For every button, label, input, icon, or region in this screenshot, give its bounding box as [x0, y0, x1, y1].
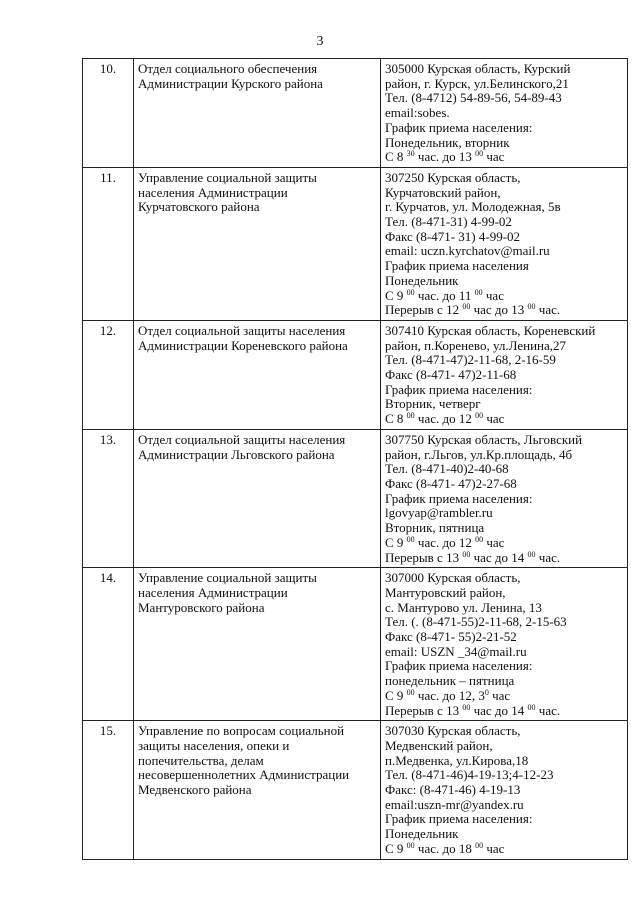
time-minutes-superscript: 00 [527, 702, 536, 712]
contact-text: График приема населения: [385, 381, 533, 397]
contact-info-line [385, 462, 623, 477]
contact-info-cell [381, 568, 628, 721]
contact-text: Тел. (8-471-47)2-11-68, 2-16-59 [385, 352, 556, 368]
contact-text: Факс (8-471- 31) 4-99-02 [385, 228, 521, 244]
contact-text: Тел. (8-4712) 54-89-56, 54-89-43 [385, 90, 562, 106]
time-minutes-superscript: 00 [475, 149, 484, 159]
page-number: 3 [316, 34, 324, 49]
time-minutes-superscript: 00 [475, 411, 484, 421]
contact-info-line [385, 200, 623, 215]
institution-name-line: Администрации Льговского района [138, 446, 335, 462]
contact-text: час. до 18 [414, 840, 476, 856]
row-number: 13. [83, 429, 134, 567]
contact-info-line [385, 783, 623, 798]
institution-name-line: несовершеннолетних Администрации [138, 767, 350, 783]
time-minutes-superscript: 00 [462, 302, 471, 312]
contact-info-line [385, 492, 623, 507]
row-number: 14. [83, 568, 134, 721]
contact-info-line [385, 571, 623, 586]
contact-info-line [385, 171, 623, 186]
contact-info-line [385, 842, 623, 857]
contact-text: График приема населения: [385, 811, 533, 827]
row-number: 12. [83, 320, 134, 429]
contact-info-line [385, 768, 623, 783]
contact-text: lgovyap@rambler.ru [385, 505, 493, 521]
contact-info-line [385, 601, 623, 616]
contact-info-line [385, 412, 623, 427]
contact-text: с. Мантурово ул. Ленина, 13 [385, 599, 542, 615]
contact-text: час. до 11 [414, 287, 475, 303]
time-minutes-superscript: 00 [406, 287, 415, 297]
institution-name-line: Медвенского района [138, 782, 252, 798]
contact-info-line [385, 215, 623, 230]
contact-text: Вторник, пятница [385, 520, 485, 536]
row-number: 11. [83, 167, 134, 320]
contact-text: час. [535, 549, 561, 565]
contact-text: район, г. Курск, ул.Белинского,21 [385, 75, 569, 91]
contact-info-line [385, 186, 623, 201]
contact-info-line [385, 586, 623, 601]
contact-info-line [385, 448, 623, 463]
contact-text: 307000 Курская область, [385, 570, 521, 586]
contact-text: Факс (8-471- 47)2-11-68 [385, 367, 517, 383]
contact-text: час. до 12 [414, 411, 476, 427]
contact-text: С 9 [385, 840, 407, 856]
contact-info-line [385, 689, 623, 704]
contact-text: Вторник, четверг [385, 396, 481, 412]
institution-name-line: Администрации Курского района [138, 75, 323, 91]
institution-name-line: Отдел социальной защиты населения [138, 431, 346, 447]
table-row [83, 721, 628, 859]
contact-text: Тел. (8-471-40)2-40-68 [385, 461, 509, 477]
contact-info-line [385, 798, 623, 813]
contact-text: Факс (8-471- 55)2-21-52 [385, 629, 517, 645]
contact-text: Факс (8-471- 47)2-27-68 [385, 475, 517, 491]
contact-info-line [385, 521, 623, 536]
contact-text: 307750 Курская область, Льговский [385, 431, 583, 447]
contact-info-line [385, 106, 623, 121]
institution-name-line: населения Администрации [138, 184, 288, 200]
contact-text: Тел. (. (8-471-55)2-11-68, 2-15-63 [385, 614, 567, 630]
time-minutes-superscript: 0 [484, 687, 489, 697]
contact-info-line [385, 121, 623, 136]
contact-info-line [385, 659, 623, 674]
institution-name-cell [134, 167, 381, 320]
institution-name-cell [134, 568, 381, 721]
contact-info-line [385, 739, 623, 754]
table-row [83, 429, 628, 567]
institution-name-line: населения Администрации [138, 584, 288, 600]
contact-info-line [385, 274, 623, 289]
contact-info-cell [381, 320, 628, 429]
contact-info-line [385, 368, 623, 383]
contact-text: Мантуровский район, [385, 584, 506, 600]
contact-text: Медвенский район, [385, 737, 493, 753]
contact-info-line [385, 397, 623, 412]
time-minutes-superscript: 00 [406, 840, 415, 850]
contact-text: час. [535, 302, 561, 318]
contact-info-line [385, 812, 623, 827]
contact-text: понедельник – пятница [385, 673, 515, 689]
contact-text: час [483, 534, 505, 550]
contact-info-cell [381, 429, 628, 567]
time-minutes-superscript: 00 [406, 411, 415, 421]
contact-text: С 8 [385, 411, 407, 427]
contact-text: email: uczn.kyrchatov@mail.ru [385, 243, 550, 259]
contact-info-line [385, 506, 623, 521]
time-minutes-superscript: 30 [406, 149, 415, 159]
table-row [83, 59, 628, 168]
contact-info-line [385, 339, 623, 354]
contact-info-line [385, 536, 623, 551]
contact-text: Перерыв с 13 [385, 702, 463, 718]
contact-info-line [385, 724, 623, 739]
contact-text: График приема населения [385, 258, 529, 274]
table-row [83, 167, 628, 320]
contact-text: Понедельник [385, 272, 459, 288]
contact-text: С 8 [385, 149, 407, 165]
institution-name-line: Отдел социальной защиты населения [138, 322, 346, 338]
contact-info-line [385, 289, 623, 304]
contact-info-line [385, 383, 623, 398]
contact-info-line [385, 136, 623, 151]
contact-text: График приема населения: [385, 658, 533, 674]
table-body [83, 59, 628, 860]
contact-text: 307250 Курская область, [385, 169, 521, 185]
contact-text: 307410 Курская область, Кореневский [385, 322, 596, 338]
contact-text: Понедельник [385, 826, 459, 842]
contact-text: Факс: (8-471-46) 4-19-13 [385, 782, 521, 798]
institution-name-cell [134, 59, 381, 168]
time-minutes-superscript: 00 [474, 287, 483, 297]
contact-info-cell [381, 167, 628, 320]
contact-info-line [385, 303, 623, 318]
contact-info-line [385, 551, 623, 566]
time-minutes-superscript: 00 [406, 687, 415, 697]
contact-info-line [385, 91, 623, 106]
institution-name-cell [134, 721, 381, 859]
contact-text: С 9 [385, 534, 407, 550]
time-minutes-superscript: 00 [475, 840, 484, 850]
contact-text: час. до 13 [414, 149, 476, 165]
contact-info-line [385, 645, 623, 660]
contact-text: 307030 Курская область, [385, 723, 521, 739]
contact-text: час до 13 [470, 302, 528, 318]
contact-text: email: USZN _34@mail.ru [385, 643, 527, 659]
contact-info-line [385, 77, 623, 92]
contact-text: час. [535, 702, 561, 718]
contact-text: час. до 12 [414, 534, 476, 550]
contact-info-line [385, 433, 623, 448]
contact-text: Тел. (8-471-31) 4-99-02 [385, 214, 512, 230]
contact-text: График приема населения: [385, 119, 533, 135]
institution-name-line: Управление социальной защиты [138, 570, 317, 586]
institutions-table [82, 58, 628, 860]
institution-name-line: Мантуровского района [138, 599, 265, 615]
contact-text: район, п.Коренево, ул.Ленина,27 [385, 337, 567, 353]
time-minutes-superscript: 00 [527, 302, 536, 312]
contact-text: С 9 [385, 287, 407, 303]
contact-text: Перерыв с 13 [385, 549, 463, 565]
institution-name-line: Управление социальной защиты [138, 169, 317, 185]
time-minutes-superscript: 00 [462, 549, 471, 559]
contact-info-line [385, 630, 623, 645]
contact-text: час [483, 411, 505, 427]
institution-name-line: попечительства, делам [138, 752, 264, 768]
contact-info-line [385, 704, 623, 719]
table-row [83, 568, 628, 721]
contact-text: email:uszn-mr@yandex.ru [385, 796, 524, 812]
contact-text: График приема населения: [385, 490, 533, 506]
contact-text: email:sobes. [385, 105, 450, 121]
contact-info-line [385, 477, 623, 492]
contact-text: С 9 [385, 687, 407, 703]
contact-text: час [488, 687, 511, 703]
institution-name-line: Курчатовского района [138, 199, 260, 215]
institution-name-line: Управление по вопросам социальной [138, 723, 345, 739]
contact-text: Курчатовский район, [385, 184, 501, 200]
time-minutes-superscript: 00 [475, 534, 484, 544]
row-number: 15. [83, 721, 134, 859]
table-row [83, 320, 628, 429]
contact-text: час [482, 287, 504, 303]
contact-text: г. Курчатов, ул. Молодежная, 5в [385, 199, 561, 215]
contact-info-line [385, 353, 623, 368]
contact-info-line [385, 244, 623, 259]
row-number: 10. [83, 59, 134, 168]
time-minutes-superscript: 00 [406, 534, 415, 544]
contact-text: час [483, 840, 505, 856]
contact-info-line [385, 259, 623, 274]
contact-info-line [385, 324, 623, 339]
institution-name-cell [134, 429, 381, 567]
contact-info-line [385, 150, 623, 165]
institution-name-line: Отдел социального обеспечения [138, 61, 318, 76]
contact-text: Тел. (8-471-46)4-19-13;4-12-23 [385, 767, 554, 783]
institution-name-cell [134, 320, 381, 429]
contact-text: час до 14 [470, 702, 528, 718]
contact-text: час до 14 [470, 549, 528, 565]
contact-text: Понедельник, вторник [385, 134, 510, 150]
contact-text: п.Медвенка, ул.Кирова,18 [385, 752, 529, 768]
time-minutes-superscript: 00 [527, 549, 536, 559]
contact-info-line [385, 230, 623, 245]
contact-info-line [385, 754, 623, 769]
institution-name-line: защиты населения, опеки и [138, 737, 290, 753]
contact-text: час. до 12, 3 [414, 687, 485, 703]
contact-text: 305000 Курская область, Курский [385, 61, 571, 76]
contact-text: час [483, 149, 505, 165]
contact-info-cell [381, 721, 628, 859]
time-minutes-superscript: 00 [462, 702, 471, 712]
contact-info-line [385, 674, 623, 689]
contact-text: район, г.Льгов, ул.Кр.площадь, 4б [385, 446, 573, 462]
contact-text: Перерыв с 12 [385, 302, 463, 318]
contact-info-line [385, 62, 623, 77]
contact-info-line [385, 615, 623, 630]
institution-name-line: Администрации Кореневского района [138, 337, 348, 353]
contact-info-line [385, 827, 623, 842]
contact-info-cell [381, 59, 628, 168]
